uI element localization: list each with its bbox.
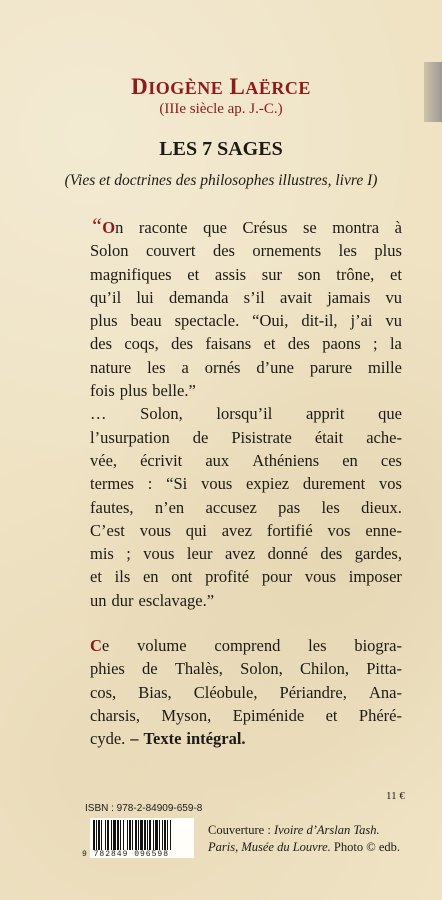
cover-credit-line-2 xyxy=(208,839,428,856)
cover-photo: Photo © edb. xyxy=(333,840,401,854)
quote-p1-word: beau xyxy=(130,311,162,331)
quote-p2-word: vous xyxy=(304,567,336,587)
barcode-bars xyxy=(93,820,191,850)
quote-p1-word: fois xyxy=(90,381,115,401)
quote-p2-word: enne- xyxy=(365,520,402,540)
blurb-word: Epiménide xyxy=(232,705,305,725)
blurb-word: intégral. xyxy=(186,729,246,749)
quote-p2-word: termes xyxy=(90,474,134,494)
quote-p1-word: ornés xyxy=(204,357,241,377)
quote-p2-word: aux xyxy=(205,450,230,470)
quote-p2-word: … xyxy=(90,404,107,424)
cover-credit xyxy=(208,822,428,856)
blurb-word: Bias, xyxy=(138,682,172,702)
quote-p2-word: Pisistrate xyxy=(231,427,292,447)
quote-p2-word: en xyxy=(142,567,159,587)
quote-p1-word: spectacle. xyxy=(174,311,240,331)
quote-p1-word: se xyxy=(302,218,317,237)
cover-credit-line-1 xyxy=(208,822,428,839)
blurb-word: Chilon, xyxy=(299,659,350,679)
blurb-line xyxy=(90,657,402,680)
cover-place: Paris, Musée du Louvre. xyxy=(208,840,331,854)
quote-p2-word: pas xyxy=(278,497,301,517)
quote-p2-word: les xyxy=(321,497,340,517)
quote-p1-word: montra xyxy=(332,218,380,237)
quote-p2-word: lorsqu’il xyxy=(216,404,273,424)
quote-p1-word: les xyxy=(338,241,357,261)
blurb-word: Ana- xyxy=(368,682,402,702)
quote-p1-word: à xyxy=(394,218,402,237)
cover-work: Ivoire d’Arslan Tash. xyxy=(273,823,380,837)
blurb-word: Thalès, xyxy=(174,659,223,679)
quote-p1-word: couvert xyxy=(145,241,196,261)
book-subtitle: (Vies et doctrines des philosophes illustres, livre I) xyxy=(64,172,378,189)
quote-p1-word: “Oui, xyxy=(252,311,289,331)
quote-p1-word: parure xyxy=(309,357,353,377)
quote-p2-line xyxy=(90,496,402,519)
quote-p2-word: expiez xyxy=(246,474,290,494)
quote-p1-word: faisans xyxy=(205,334,252,354)
quote-p2-word: profité xyxy=(205,567,250,587)
quote-p1-line xyxy=(90,263,402,286)
quote-p2-word: vous xyxy=(139,520,171,540)
author-century: (IIIe siècle ap. J.-C.) xyxy=(159,101,283,117)
quote-p1-word: belle.” xyxy=(152,381,196,401)
quote-p1-drop-initial: O xyxy=(102,218,116,237)
blurb-word: charsis, xyxy=(90,705,140,725)
quote-p2-word: était xyxy=(314,427,344,447)
quote-p1-line xyxy=(90,239,402,262)
quote-p1-word: paons xyxy=(322,334,361,354)
blurb-word: Ce xyxy=(90,636,110,655)
quote-p2-word: donné xyxy=(267,544,308,564)
blurb-word: Phéré- xyxy=(358,705,402,725)
quote-p2-word: vée, xyxy=(90,450,118,470)
quote-p1-word: Solon xyxy=(90,241,129,261)
quote-p1-word: plus xyxy=(90,311,118,331)
quotation-block xyxy=(90,213,402,612)
quote-p2-word: avez xyxy=(221,520,252,540)
quote-p1-word: j’ai xyxy=(350,311,373,331)
quote-p1-word: s’il xyxy=(243,287,265,307)
blurb-drop-initial: C xyxy=(90,636,102,655)
quote-p2-word: Solon, xyxy=(140,404,183,424)
quote-p1-line xyxy=(90,379,402,402)
blurb-word: cos, xyxy=(90,682,117,702)
quote-p2-word: accusez xyxy=(205,497,257,517)
blurb-word: de xyxy=(142,659,158,679)
quote-p1-word: qu’il xyxy=(90,287,122,307)
quote-p1-word: jamais xyxy=(327,287,371,307)
quote-p2-word: ; xyxy=(126,544,131,564)
quote-p2-line xyxy=(90,472,402,495)
blurb-word: volume xyxy=(137,636,187,655)
quote-p2-word: ces xyxy=(380,450,402,470)
quote-open-mark: “ xyxy=(90,213,103,238)
quote-p1-word: coqs, xyxy=(124,334,159,354)
quote-p2-word: esclavage.” xyxy=(138,590,215,610)
blurb-word: Périandre, xyxy=(279,682,347,702)
blurb-word: Texte xyxy=(143,729,182,749)
blurb-word: Pitta- xyxy=(366,659,402,679)
blurb-word: Myson, xyxy=(161,705,212,725)
quote-p1-word: son xyxy=(297,264,321,284)
quote-p2-word: fortifié xyxy=(266,520,313,540)
quote-p2-word: ont xyxy=(171,567,193,587)
blurb-word: – xyxy=(130,729,139,749)
quote-p1-word: sur xyxy=(261,264,282,284)
blurb-line xyxy=(90,681,402,704)
quote-p2-word: et xyxy=(90,567,102,587)
quote-p2-word: C’est xyxy=(90,520,125,540)
quote-p1-word: ; xyxy=(373,334,378,354)
blurb-word: cyde. xyxy=(90,729,126,749)
quote-p2-line xyxy=(90,402,402,425)
quote-p2-word: apprit xyxy=(305,404,345,424)
blurb-word: biogra- xyxy=(354,636,402,655)
blurb-word: phies xyxy=(90,659,125,679)
blurb-word: et xyxy=(325,705,338,725)
quote-p2-word: ache- xyxy=(366,427,402,447)
isbn: ISBN : 978-2-84909-659-8 xyxy=(85,803,203,814)
quote-p1-word: nature xyxy=(90,357,132,377)
quote-p2-word: avez xyxy=(224,544,256,564)
quote-p2-word: gardes, xyxy=(354,544,402,564)
blurb-line xyxy=(90,704,402,727)
quote-p1-word: avait xyxy=(279,287,313,307)
quote-p2-line xyxy=(90,565,402,588)
author-name: DIOGÈNE LAËRCE xyxy=(131,74,311,99)
cover-label: Couverture : xyxy=(208,823,271,837)
quote-p1-line xyxy=(90,213,402,239)
quote-p2-word: vos xyxy=(327,520,351,540)
quote-p1-word: et xyxy=(390,264,402,284)
quote-p1-word: trône, xyxy=(336,264,375,284)
quote-p2-line xyxy=(90,589,402,612)
quote-p2-word: vous xyxy=(201,474,233,494)
quote-p2-line xyxy=(90,449,402,472)
quote-p1-line xyxy=(90,356,402,379)
quote-p2-word: durement xyxy=(302,474,366,494)
quote-p1-line xyxy=(90,332,402,355)
quote-p2-word: des xyxy=(320,544,343,564)
quote-p2-word: dur xyxy=(111,590,134,610)
blurb-word: Cléobule, xyxy=(193,682,258,702)
quote-p2-word: fautes, xyxy=(90,497,134,517)
quote-p2-word: dieux. xyxy=(361,497,402,517)
quote-p1-word: assis xyxy=(214,264,247,284)
quote-p2-word: : xyxy=(147,474,153,494)
quote-p1-word: dit-il, xyxy=(301,311,338,331)
quote-p2-word: Athéniens xyxy=(252,450,320,470)
quote-p1-word: et xyxy=(187,264,200,284)
quote-p2-word: vos xyxy=(379,474,402,494)
quote-p2-word: mis xyxy=(90,544,114,564)
quote-p1-word: plus xyxy=(119,381,148,401)
quote-p1-word: vu xyxy=(385,311,402,331)
quote-p2-word: “Si xyxy=(166,474,188,494)
quote-p1-line xyxy=(90,286,402,309)
quote-p2-word: de xyxy=(192,427,209,447)
quote-p2-word: écrivit xyxy=(140,450,183,470)
quote-p1-word: a xyxy=(181,357,189,377)
quote-p2-word: l’usurpation xyxy=(90,427,170,447)
blurb-line xyxy=(90,727,402,750)
quote-p2-word: imposer xyxy=(348,567,402,587)
quote-p2-word: que xyxy=(378,404,402,424)
quote-p2-line xyxy=(90,519,402,542)
quote-p1-word: des xyxy=(212,241,235,261)
quote-p1-word: vu xyxy=(385,287,402,307)
blurb-word: Solon, xyxy=(240,659,283,679)
blurb-word: comprend xyxy=(214,636,281,655)
quote-p1-word: que xyxy=(203,218,227,237)
quote-p1-word: raconte xyxy=(138,218,188,237)
quote-p1-word: demanda xyxy=(168,287,229,307)
quote-p1-word: la xyxy=(389,334,402,354)
quote-p1-word: d’une xyxy=(256,357,294,377)
blurb-word: les xyxy=(308,636,327,655)
quote-p2-word: un xyxy=(90,590,107,610)
quote-p1-word: magnifiques xyxy=(90,264,172,284)
quote-p1-word: des xyxy=(171,334,194,354)
quote-p2-line xyxy=(90,542,402,565)
blurb-block xyxy=(90,634,402,750)
quote-p2-word: vous xyxy=(143,544,175,564)
price: 11 € xyxy=(386,790,405,802)
book-title: LES 7 SAGES xyxy=(159,138,283,160)
blurb-line xyxy=(90,634,402,657)
quote-p1-line xyxy=(90,309,402,332)
quote-p1-word: lui xyxy=(136,287,154,307)
quote-p2-word: qui xyxy=(185,520,207,540)
quote-p2-line xyxy=(90,426,402,449)
quote-p1-word: Crésus xyxy=(242,218,288,237)
quote-p2-word: en xyxy=(342,450,358,470)
quote-p1-word: les xyxy=(147,357,166,377)
quote-p2-word: ils xyxy=(114,567,131,587)
quote-p1-word: “On xyxy=(90,213,124,238)
quote-p1-word: mille xyxy=(368,357,402,377)
quote-p1-word: des xyxy=(287,334,310,354)
quote-p2-word: leur xyxy=(186,544,213,564)
quote-p1-word: des xyxy=(90,334,112,354)
quote-p2-word: pour xyxy=(261,567,293,587)
quote-p1-word: plus xyxy=(374,241,402,261)
barcode-digits: 9 782849 096598 xyxy=(82,850,170,859)
quote-p1-word: ornements xyxy=(252,241,322,261)
quote-p1-word: et xyxy=(263,334,276,354)
quote-p2-word: n’en xyxy=(154,497,185,517)
